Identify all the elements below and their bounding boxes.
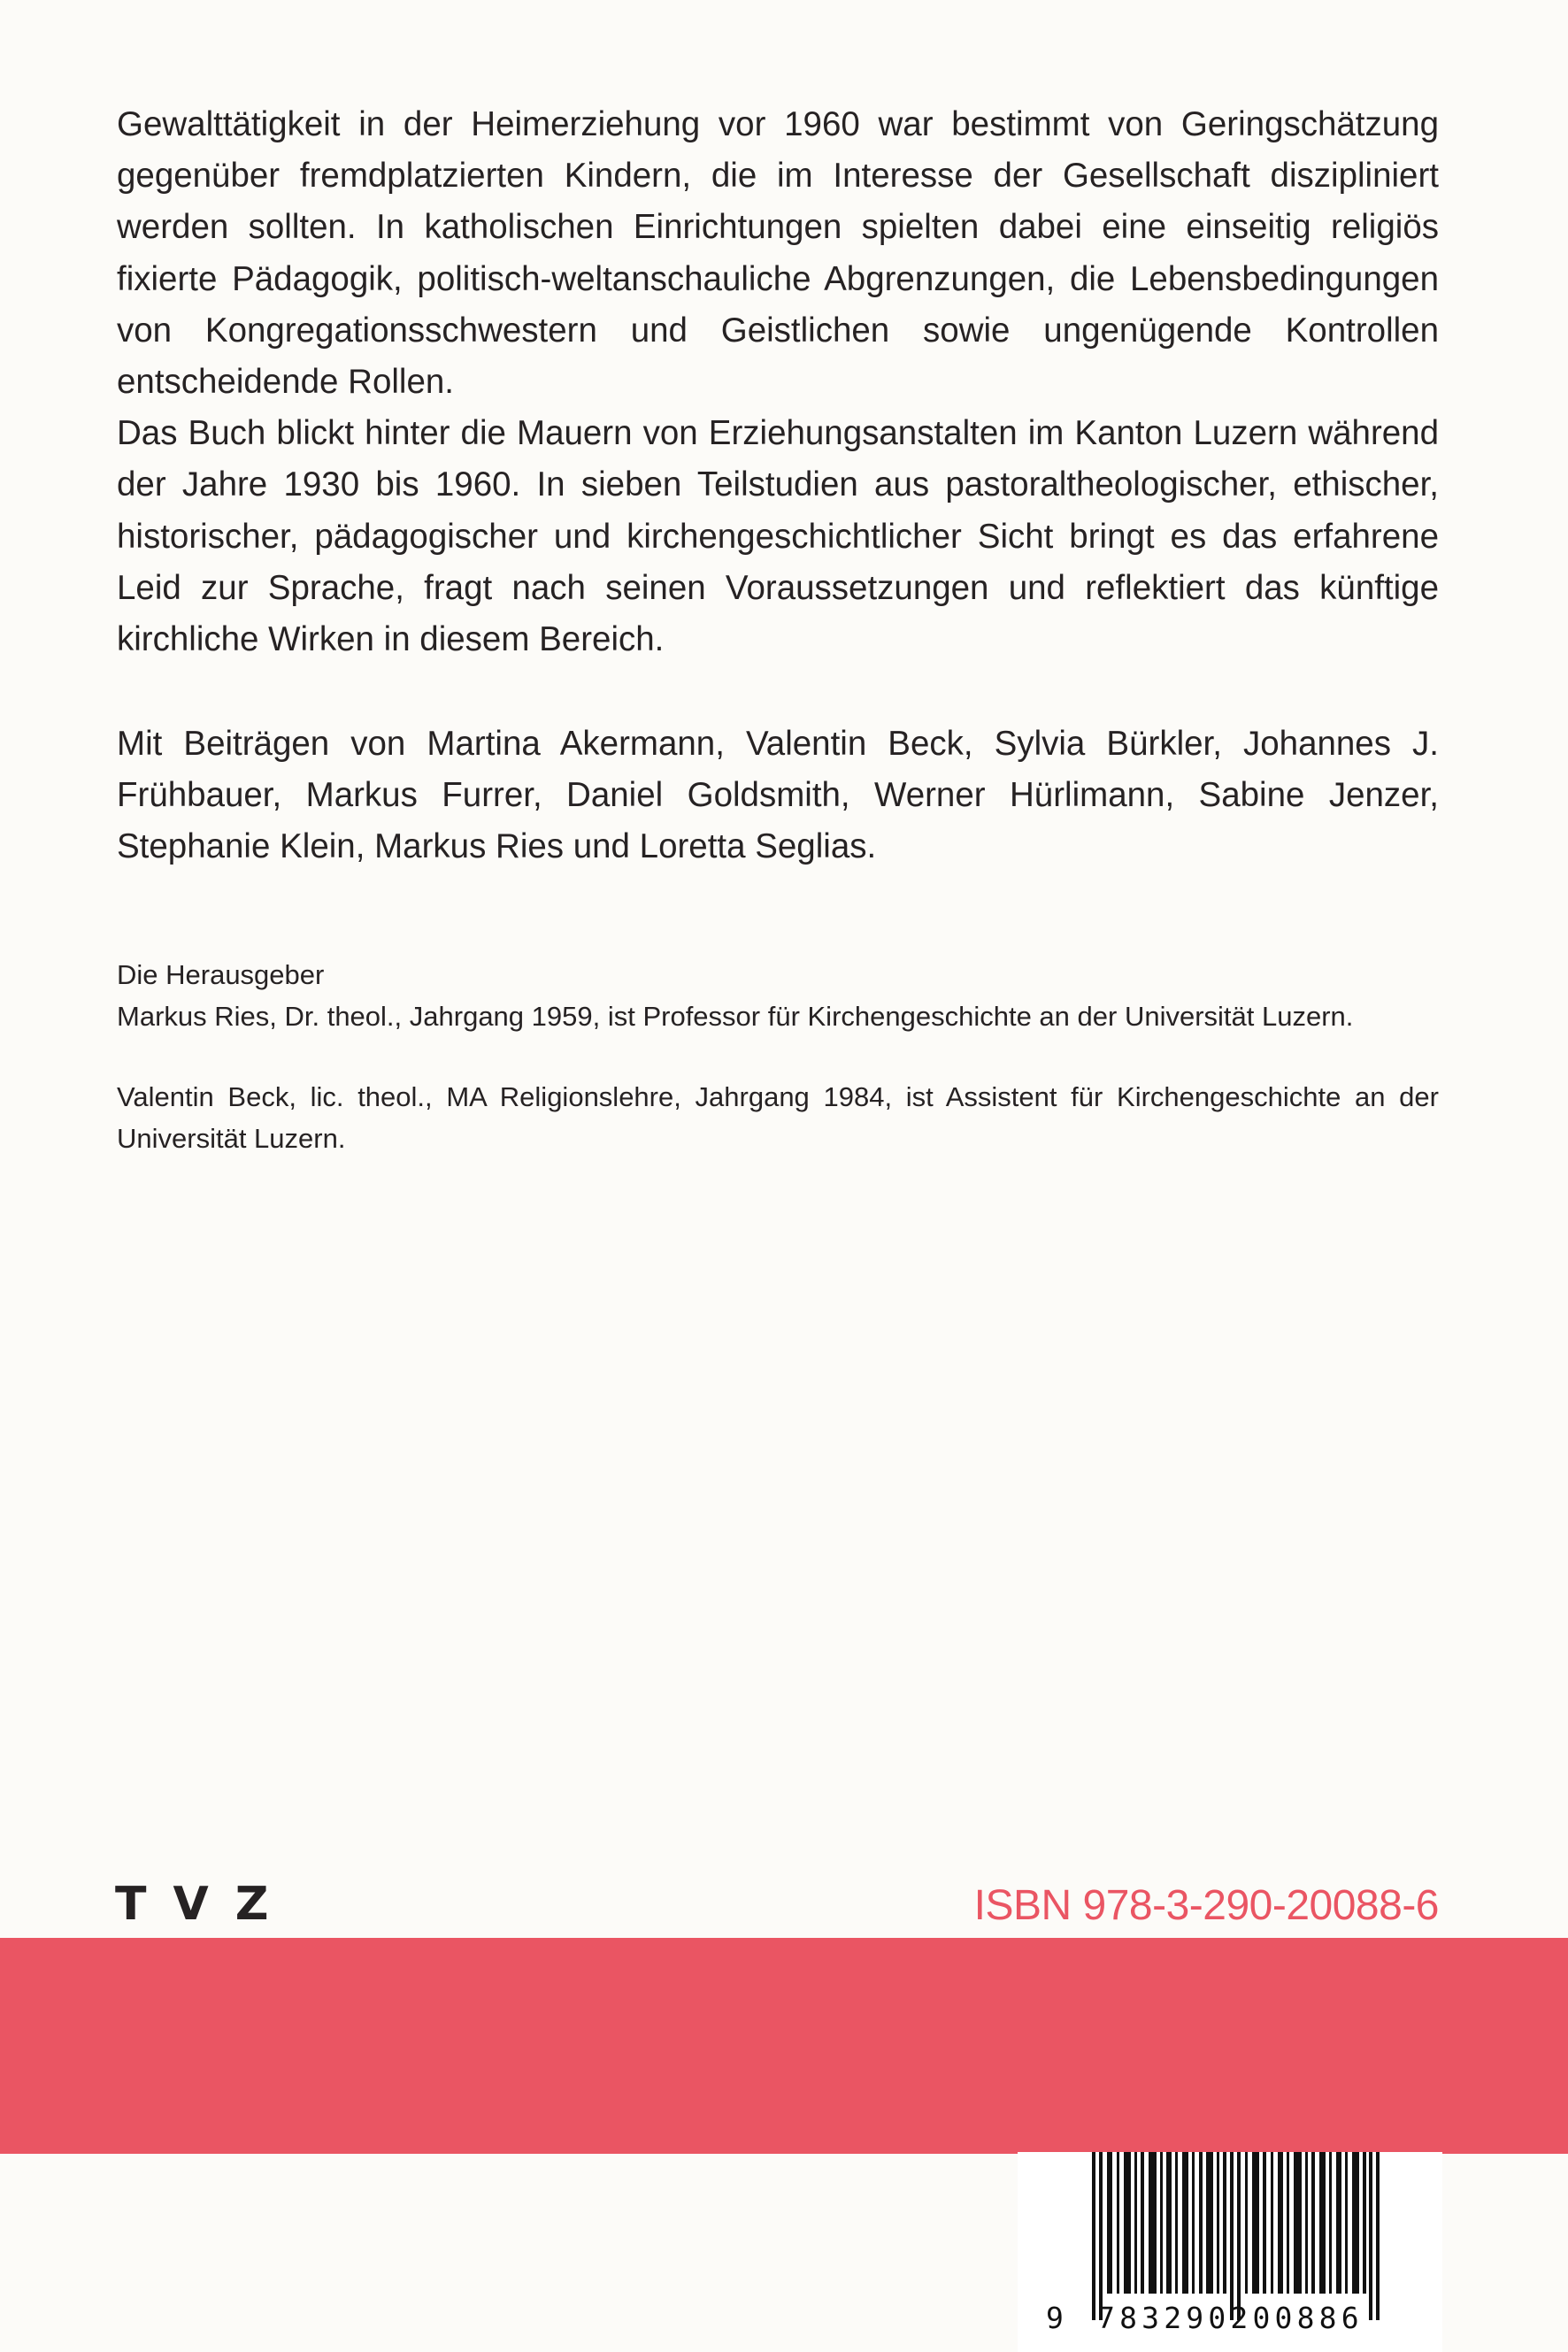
editors-section: [117, 954, 1439, 1159]
editor-bio-ries: Markus Ries, Dr. theol., Jahrgang 1959, ist Professor für Kirchengeschichte an der Universität Luzern.: [117, 1001, 1354, 1032]
isbn-label: ISBN 978-3-290-20088-6: [973, 1882, 1439, 1929]
editor-bio-beck: Valentin Beck, lic. theol., MA Religionslehre, Jahrgang 1984, ist Assistent für Kirchengeschichte an der Universität Luzern.: [117, 1081, 1439, 1154]
contributors-text: Mit Beiträgen von Martina Akermann, Valentin Beck, Sylvia Bürkler, Johannes J. Frühbauer, Markus Furrer, Daniel Goldsmith, Werner Hürlimann, Sabine Jenzer, Stephanie Klein, Markus Ries und Loretta Seglias.: [117, 725, 1439, 866]
editors-heading: Die Herausgeber: [117, 959, 325, 990]
blurb-paragraph-1: Gewalttätigkeit in der Heimerziehung vor 1960 war bestimmt von Geringschätzung gegenüber fremdplatzierten Kindern, die im Interesse der Gesellschaft diszipliniert werden sollten. In katholischen Einrichtungen spielten dabei eine einseitig religiös fixierte Pädagogik, politisch-weltanschauliche Abgrenzungen, die Lebensbedingungen von Kongregationsschwestern und Geistlichen sowie ungenügende Kontrollen entscheidende Rollen.: [117, 105, 1439, 402]
barcode-digits: 783290200886: [1097, 2301, 1364, 2335]
barcode-first-digit: 9: [1046, 2301, 1064, 2335]
blurb-paragraph-2: Das Buch blickt hinter die Mauern von Erziehungsanstalten im Kanton Luzern während der Jahre 1930 bis 1960. In sieben Teilstudien aus pastoraltheologischer, ethischer, historischer, pädagogischer und kirchengeschichtlicher Sicht bringt es das erfahrene Leid zur Sprache, fragt nach seinen Voraussetzungen und reflektiert das künftige kirchliche Wirken in diesem Bereich.: [117, 414, 1439, 659]
accent-band: [0, 1938, 1568, 2154]
publisher-logo: TVZ: [115, 1878, 296, 1931]
blurb-text: [117, 99, 1439, 665]
